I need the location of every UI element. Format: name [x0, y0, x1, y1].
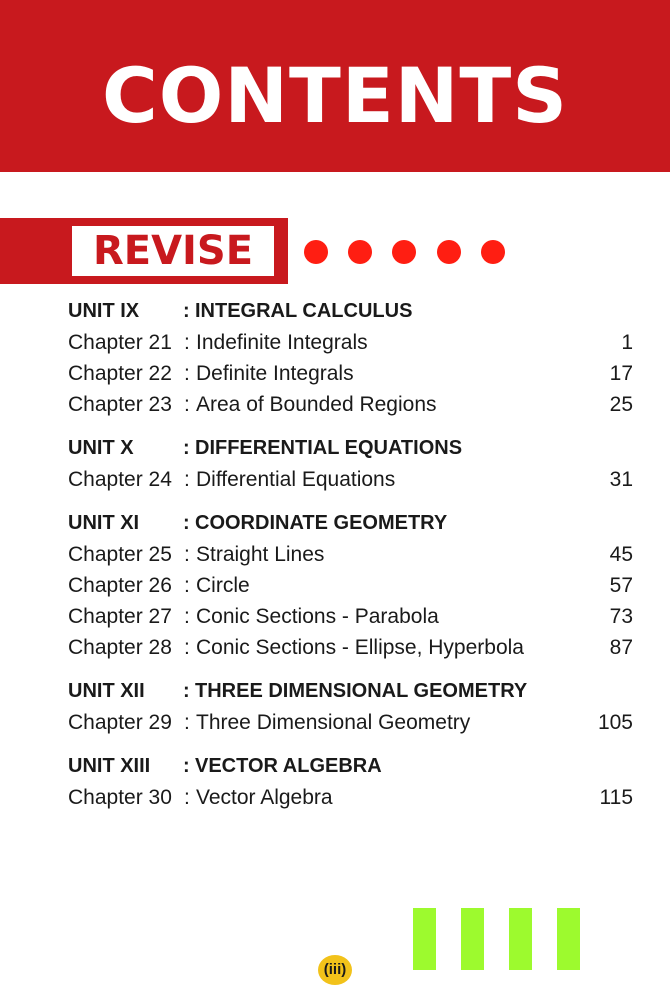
unit-label: UNIT IX	[68, 300, 140, 322]
unit-name: DIFFERENTIAL EQUATIONS	[195, 437, 463, 459]
decorative-dot	[348, 240, 372, 264]
chapter-label: Chapter 28	[68, 636, 172, 659]
chapter-title: Conic Sections - Ellipse, Hyperbola	[196, 636, 524, 659]
chapter-separator: :	[184, 786, 190, 809]
unit-separator: :	[183, 680, 190, 702]
chapter-label: Chapter 23	[68, 393, 172, 416]
chapter-label: Chapter 22	[68, 362, 172, 385]
unit-separator: :	[183, 755, 190, 777]
table-of-contents	[68, 296, 638, 813]
chapter-title: Conic Sections - Parabola	[196, 605, 439, 628]
unit-heading	[68, 296, 638, 327]
chapter-page-number: 17	[609, 362, 633, 385]
unit-label: UNIT XIII	[68, 755, 151, 777]
unit-label: UNIT X	[68, 437, 134, 459]
unit-label: UNIT XI	[68, 512, 140, 534]
chapter-separator: :	[184, 605, 190, 628]
unit-separator: :	[183, 300, 190, 322]
chapter-separator: :	[184, 331, 190, 354]
decorative-bar	[461, 908, 484, 970]
chapter-row[interactable]	[68, 707, 638, 738]
chapter-row[interactable]	[68, 358, 638, 389]
chapter-separator: :	[184, 711, 190, 734]
chapter-page-number: 57	[609, 574, 633, 597]
section-label: REVISE	[92, 228, 254, 274]
chapter-row[interactable]	[68, 464, 638, 495]
chapter-page-number: 115	[599, 786, 633, 809]
chapter-label: Chapter 27	[68, 605, 172, 628]
unit-name: VECTOR ALGEBRA	[195, 755, 382, 777]
chapter-page-number: 25	[609, 393, 633, 416]
unit-name: INTEGRAL CALCULUS	[195, 300, 413, 322]
chapter-separator: :	[184, 362, 190, 385]
chapter-title: Three Dimensional Geometry	[196, 711, 471, 734]
chapter-title: Differential Equations	[196, 468, 396, 491]
decorative-bar	[413, 908, 436, 970]
chapter-page-number: 73	[609, 605, 633, 628]
chapter-title: Vector Algebra	[196, 786, 333, 809]
decorative-dot	[437, 240, 461, 264]
chapter-label: Chapter 26	[68, 574, 172, 597]
chapter-title: Indefinite Integrals	[196, 331, 368, 354]
decorative-bar	[509, 908, 532, 970]
decorative-dot	[481, 240, 505, 264]
chapter-row[interactable]	[68, 632, 638, 663]
chapter-title: Straight Lines	[196, 543, 325, 566]
unit-label: UNIT XII	[68, 680, 145, 702]
chapter-title: Circle	[196, 574, 250, 597]
chapter-page-number: 87	[609, 636, 633, 659]
unit-name: COORDINATE GEOMETRY	[195, 512, 448, 534]
unit-heading	[68, 676, 638, 707]
unit-heading	[68, 751, 638, 782]
chapter-separator: :	[184, 574, 190, 597]
chapter-label: Chapter 24	[68, 468, 172, 491]
chapter-row[interactable]	[68, 389, 638, 420]
chapter-separator: :	[184, 636, 190, 659]
unit-separator: :	[183, 437, 190, 459]
chapter-page-number: 1	[621, 331, 633, 354]
chapter-separator: :	[184, 468, 190, 491]
unit-separator: :	[183, 512, 190, 534]
unit-heading	[68, 433, 638, 464]
chapter-separator: :	[184, 543, 190, 566]
unit-heading	[68, 508, 638, 539]
page-title: CONTENTS	[102, 51, 568, 140]
chapter-page-number: 31	[609, 468, 633, 491]
chapter-title: Area of Bounded Regions	[196, 393, 437, 416]
decorative-dot	[392, 240, 416, 264]
chapter-separator: :	[184, 393, 190, 416]
decorative-dot	[304, 240, 328, 264]
chapter-page-number: 105	[597, 711, 633, 734]
chapter-title: Definite Integrals	[196, 362, 354, 385]
chapter-label: Chapter 25	[68, 543, 172, 566]
chapter-row[interactable]	[68, 570, 638, 601]
chapter-label: Chapter 30	[68, 786, 172, 809]
chapter-label: Chapter 29	[68, 711, 172, 734]
chapter-row[interactable]	[68, 782, 638, 813]
chapter-row[interactable]	[68, 539, 638, 570]
chapter-page-number: 45	[609, 543, 633, 566]
chapter-row[interactable]	[68, 601, 638, 632]
chapter-row[interactable]	[68, 327, 638, 358]
page-number-badge: (iii)	[318, 955, 352, 985]
unit-name: THREE DIMENSIONAL GEOMETRY	[195, 680, 528, 702]
decorative-bar	[557, 908, 580, 970]
chapter-label: Chapter 21	[68, 331, 172, 354]
